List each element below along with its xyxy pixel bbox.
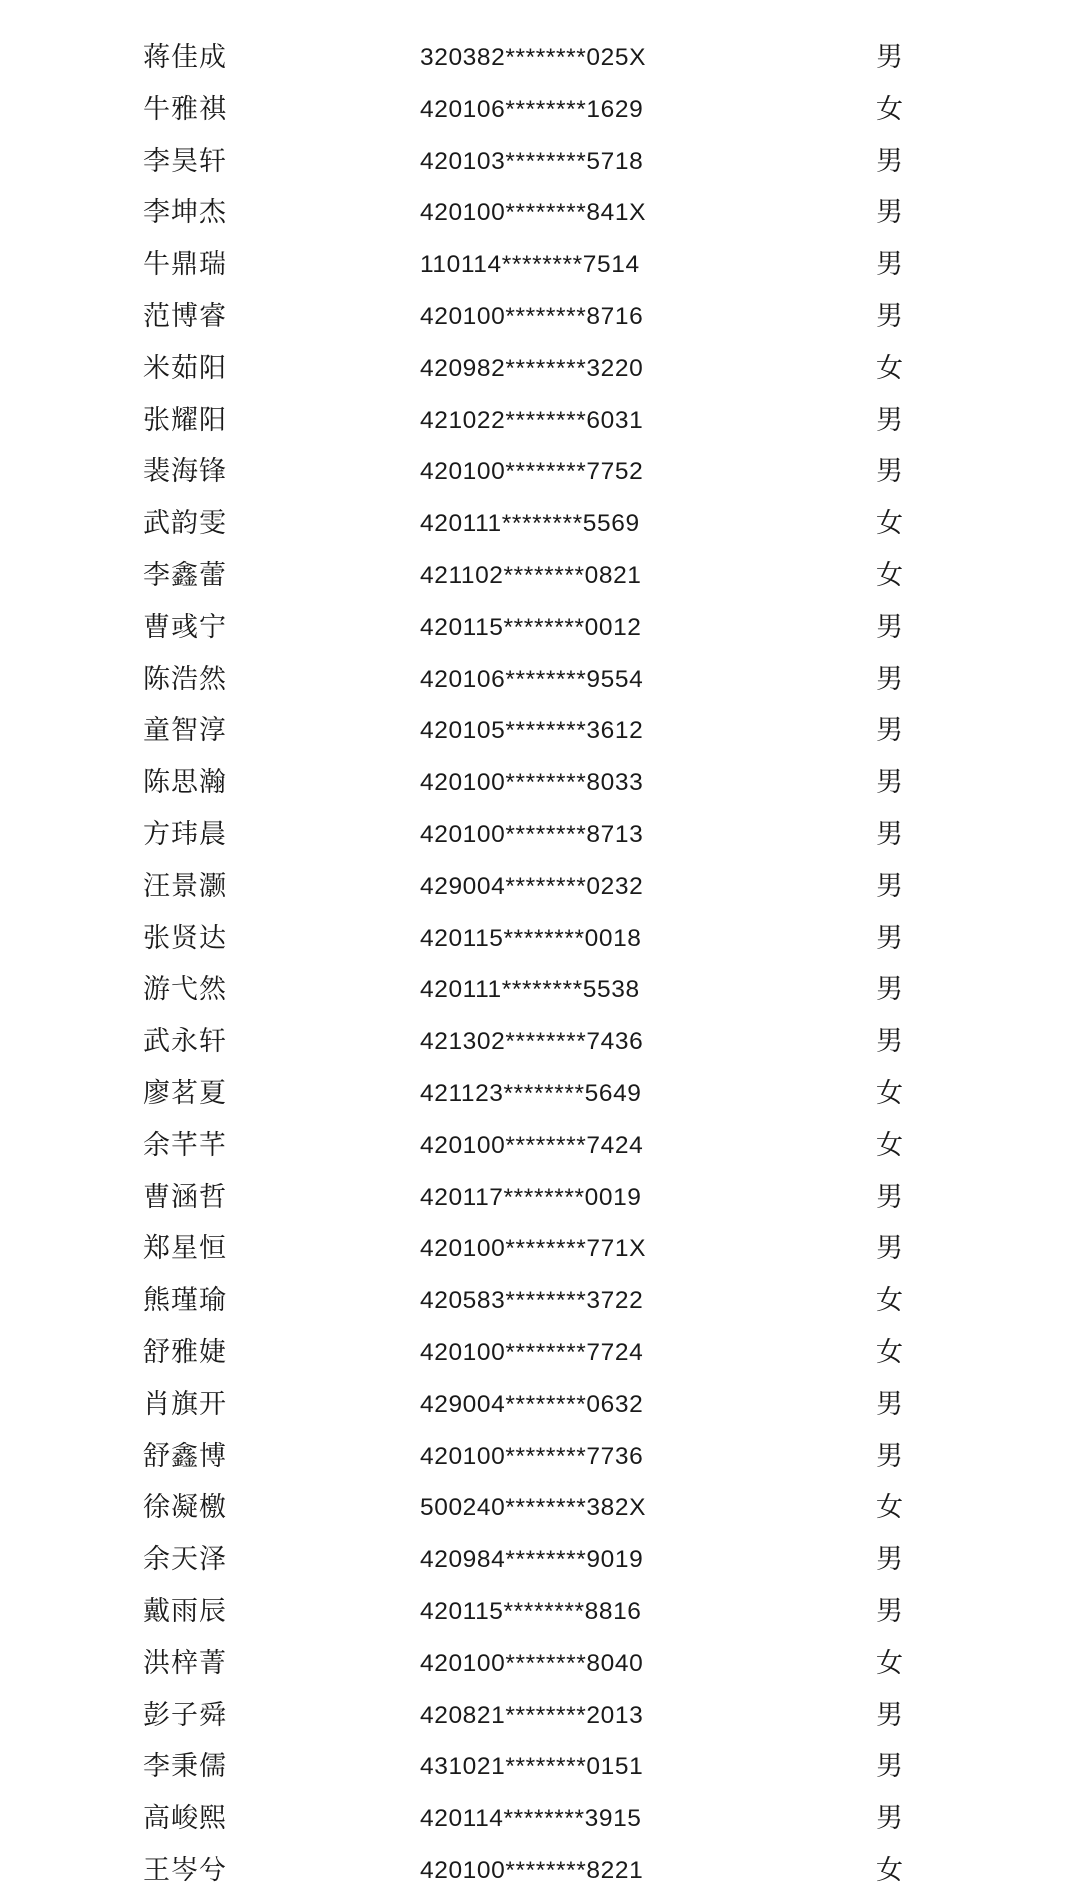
student-name: 高峻熙 — [143, 1803, 227, 1835]
table-row — [0, 1690, 1080, 1742]
gender: 男 — [876, 1751, 903, 1783]
id-number: 420100********7736 — [420, 1442, 644, 1470]
table-row — [0, 291, 1080, 343]
id-number: 420115********0012 — [420, 613, 642, 641]
gender: 男 — [876, 663, 903, 695]
id-number: 420117********0019 — [420, 1183, 642, 1211]
student-name: 牛雅祺 — [143, 93, 227, 125]
student-name: 舒雅婕 — [143, 1336, 227, 1368]
id-number: 421302********7436 — [420, 1028, 644, 1056]
id-number: 420115********8816 — [420, 1597, 642, 1625]
gender: 男 — [876, 249, 903, 281]
id-number: 420821********2013 — [420, 1701, 644, 1729]
gender: 男 — [876, 974, 903, 1006]
table-row — [0, 1586, 1080, 1638]
student-name: 李坤杰 — [143, 197, 227, 229]
gender: 女 — [876, 508, 903, 540]
student-name: 张耀阳 — [143, 404, 227, 436]
id-number: 420100********8716 — [420, 302, 644, 330]
student-name: 舒鑫博 — [143, 1440, 227, 1472]
table-row — [0, 861, 1080, 913]
id-number: 420982********3220 — [420, 354, 644, 382]
id-number: 421123********5649 — [420, 1079, 642, 1107]
id-number: 420111********5569 — [420, 510, 640, 538]
id-number: 110114********7514 — [420, 251, 640, 279]
gender: 男 — [876, 611, 903, 643]
table-row — [0, 1793, 1080, 1845]
table-row — [0, 1638, 1080, 1690]
table-row — [0, 84, 1080, 136]
gender: 男 — [876, 767, 903, 799]
student-name: 童智淳 — [143, 715, 227, 747]
id-number: 420100********7752 — [420, 458, 644, 486]
id-number: 420103********5718 — [420, 147, 644, 175]
gender: 男 — [876, 1440, 903, 1472]
gender: 女 — [876, 1854, 903, 1886]
table-row — [0, 913, 1080, 965]
gender: 女 — [876, 1336, 903, 1368]
student-name: 熊瑾瑜 — [143, 1285, 227, 1317]
table-row — [0, 1327, 1080, 1379]
gender: 男 — [876, 1026, 903, 1058]
student-name: 郑星恒 — [143, 1233, 227, 1265]
student-name: 洪梓菁 — [143, 1647, 227, 1679]
table-row — [0, 602, 1080, 654]
id-number: 431021********0151 — [420, 1753, 644, 1781]
student-name: 蒋佳成 — [143, 42, 227, 73]
gender: 女 — [876, 1647, 903, 1679]
gender: 男 — [876, 1595, 903, 1627]
gender: 男 — [876, 300, 903, 332]
table-row — [0, 654, 1080, 706]
gender: 男 — [876, 197, 903, 229]
id-number: 420105********3612 — [420, 717, 644, 745]
id-number: 420100********7724 — [420, 1338, 644, 1366]
table-row — [0, 1534, 1080, 1586]
id-number: 420100********8040 — [420, 1649, 644, 1677]
table-row — [0, 757, 1080, 809]
student-name: 米茹阳 — [143, 352, 227, 384]
student-name: 武永轩 — [143, 1026, 227, 1058]
gender: 女 — [876, 1285, 903, 1317]
table-row — [0, 1172, 1080, 1224]
gender: 男 — [876, 1699, 903, 1731]
student-name: 游弋然 — [143, 974, 227, 1006]
id-number: 420100********8033 — [420, 769, 644, 797]
table-row — [0, 343, 1080, 395]
table-row — [0, 32, 1080, 84]
table-row — [0, 964, 1080, 1016]
table-row — [0, 1741, 1080, 1793]
gender: 男 — [876, 42, 903, 73]
student-name: 汪景灏 — [143, 870, 227, 902]
id-number: 420106********1629 — [420, 95, 644, 123]
id-number: 420100********8713 — [420, 820, 644, 848]
table-row — [0, 1068, 1080, 1120]
id-number: 421022********6031 — [420, 406, 644, 434]
id-number: 320382********025X — [420, 44, 647, 71]
gender: 男 — [876, 1181, 903, 1213]
student-name: 彭子舜 — [143, 1699, 227, 1731]
table-row — [0, 809, 1080, 861]
student-name: 裴海锋 — [143, 456, 227, 488]
roster-table — [0, 32, 1080, 1897]
gender: 男 — [876, 1803, 903, 1835]
student-name: 范博睿 — [143, 300, 227, 332]
table-row — [0, 187, 1080, 239]
id-number: 420984********9019 — [420, 1546, 644, 1574]
id-number: 420115********0018 — [420, 924, 642, 952]
student-name: 方玮晨 — [143, 818, 227, 850]
table-row — [0, 1845, 1080, 1897]
table-row — [0, 239, 1080, 291]
student-name: 余天泽 — [143, 1544, 227, 1576]
student-name: 李昊轩 — [143, 145, 227, 177]
id-number: 420583********3722 — [420, 1287, 644, 1315]
gender: 男 — [876, 404, 903, 436]
id-number: 420100********8221 — [420, 1856, 644, 1884]
student-name: 牛鼎瑞 — [143, 249, 227, 281]
table-row — [0, 498, 1080, 550]
student-name: 肖旗开 — [143, 1388, 227, 1420]
student-name: 陈思瀚 — [143, 767, 227, 799]
gender: 女 — [876, 1077, 903, 1109]
table-row — [0, 1431, 1080, 1483]
gender: 男 — [876, 715, 903, 747]
table-row — [0, 550, 1080, 602]
student-name: 廖茗夏 — [143, 1077, 227, 1109]
gender: 女 — [876, 1492, 903, 1524]
gender: 男 — [876, 818, 903, 850]
id-number: 420111********5538 — [420, 976, 640, 1004]
student-name: 李秉儒 — [143, 1751, 227, 1783]
student-name: 余芊芊 — [143, 1129, 227, 1161]
table-row — [0, 1120, 1080, 1172]
gender: 女 — [876, 352, 903, 384]
gender: 男 — [876, 145, 903, 177]
id-number: 420100********771X — [420, 1235, 647, 1263]
id-number: 420100********7424 — [420, 1131, 644, 1159]
table-row — [0, 1275, 1080, 1327]
student-name: 徐凝檄 — [143, 1492, 227, 1524]
student-name: 曹涵哲 — [143, 1181, 227, 1213]
gender: 男 — [876, 1544, 903, 1576]
id-number: 420106********9554 — [420, 665, 644, 693]
student-name: 李鑫蕾 — [143, 559, 227, 591]
table-row — [0, 1016, 1080, 1068]
id-number: 421102********0821 — [420, 561, 642, 589]
student-name: 武韵雯 — [143, 508, 227, 540]
id-number: 429004********0232 — [420, 872, 644, 900]
table-row — [0, 1223, 1080, 1275]
gender: 女 — [876, 1129, 903, 1161]
table-row — [0, 395, 1080, 447]
gender: 男 — [876, 1233, 903, 1265]
table-row — [0, 1379, 1080, 1431]
id-number: 420100********841X — [420, 199, 647, 227]
id-number: 500240********382X — [420, 1494, 647, 1522]
gender: 男 — [876, 456, 903, 488]
id-number: 429004********0632 — [420, 1390, 644, 1418]
table-row — [0, 136, 1080, 188]
student-name: 王岑兮 — [143, 1854, 227, 1886]
gender: 男 — [876, 922, 903, 954]
gender: 男 — [876, 870, 903, 902]
student-name: 戴雨辰 — [143, 1595, 227, 1627]
gender: 女 — [876, 93, 903, 125]
table-row — [0, 446, 1080, 498]
student-name: 陈浩然 — [143, 663, 227, 695]
table-row — [0, 1482, 1080, 1534]
id-number: 420114********3915 — [420, 1805, 642, 1833]
student-name: 张贤达 — [143, 922, 227, 954]
student-name: 曹彧宁 — [143, 611, 227, 643]
gender: 男 — [876, 1388, 903, 1420]
gender: 女 — [876, 559, 903, 591]
table-row — [0, 705, 1080, 757]
